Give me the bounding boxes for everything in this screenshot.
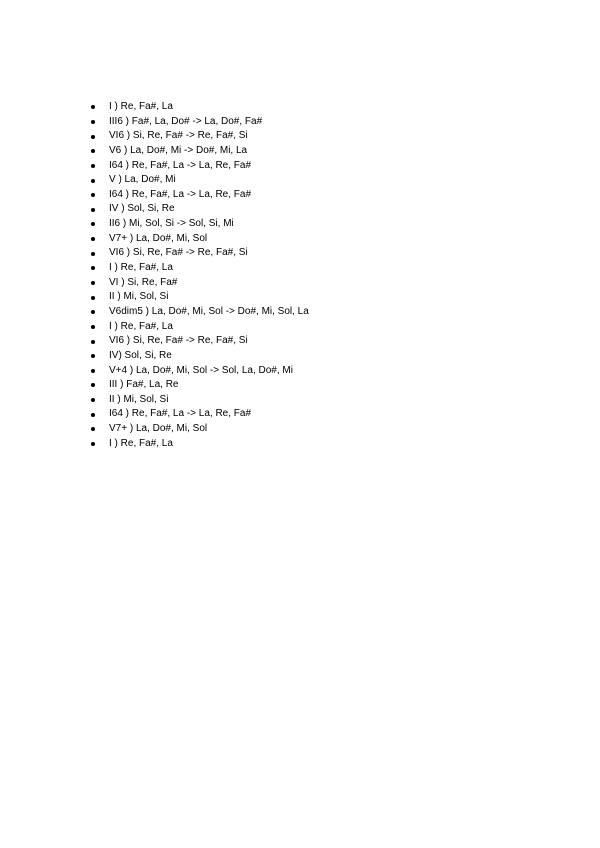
chord-progression-list (91, 100, 309, 451)
chord-text: V6dim5 ) La, Do#, Mi, Sol -> Do#, Mi, Sol, La (109, 305, 309, 317)
bullet-icon (91, 340, 95, 344)
bullet-icon (91, 354, 95, 358)
bullet-icon (91, 281, 95, 285)
chord-text: I ) Re, Fa#, La (109, 101, 173, 112)
list-item (91, 276, 309, 291)
bullet-icon (91, 296, 95, 300)
chord-text: V6 ) La, Do#, Mi -> Do#, Mi, La (109, 144, 248, 156)
chord-text: I ) Re, Fa#, La (109, 437, 173, 449)
chord-text: I ) Re, Fa#, La (109, 262, 173, 274)
chord-text: VI6 ) Si, Re, Fa# -> Re, Fa#, Si (109, 335, 248, 347)
chord-text: V+4 ) La, Do#, Mi, Sol -> Sol, La, Do#, Mi (109, 364, 293, 376)
list-item (91, 364, 309, 379)
list-item (91, 290, 309, 305)
bullet-icon (91, 266, 95, 270)
chord-text: I ) Re, Fa#, La (109, 320, 173, 332)
list-item (91, 305, 309, 320)
chord-text: III6 ) Fa#, La, Do# -> La, Do#, Fa# (109, 115, 263, 127)
chord-text: V7+ ) La, Do#, Mi, Sol (109, 232, 208, 244)
bullet-icon (91, 310, 95, 314)
list-item (91, 378, 309, 393)
chord-text: IV ) Sol, Si, Re (109, 203, 175, 215)
list-item (91, 202, 309, 217)
list-item (91, 393, 309, 408)
chord-text: II6 ) Mi, Sol, Si -> Sol, Si, Mi (109, 218, 234, 230)
bullet-icon (91, 413, 95, 417)
chord-text: I64 ) Re, Fa#, La -> La, Re, Fa# (109, 188, 252, 200)
list-item (91, 246, 309, 261)
list-item (91, 320, 309, 335)
list-item (91, 334, 309, 349)
chord-text: III ) Fa#, La, Re (109, 379, 179, 391)
bullet-icon (91, 383, 95, 387)
chord-text: VI6 ) Si, Re, Fa# -> Re, Fa#, Si (109, 247, 248, 259)
list-item (91, 159, 309, 174)
chord-text: VI6 ) Si, Re, Fa# -> Re, Fa#, Si (109, 130, 248, 142)
bullet-icon (91, 120, 95, 124)
list-item (91, 437, 309, 452)
list-item (91, 232, 309, 247)
bullet-icon (91, 369, 95, 373)
chord-text: IV) Sol, Si, Re (109, 349, 172, 361)
chord-text: II ) Mi, Sol, Si (109, 393, 169, 405)
chord-text: V7+ ) La, Do#, Mi, Sol (109, 423, 208, 435)
bullet-icon (91, 222, 95, 226)
bullet-icon (91, 149, 95, 153)
chord-text: I64 ) Re, Fa#, La -> La, Re, Fa# (109, 159, 252, 171)
bullet-icon (91, 164, 95, 168)
list-item (91, 173, 309, 188)
bullet-icon (91, 135, 95, 139)
bullet-icon (91, 252, 95, 256)
bullet-icon (91, 427, 95, 431)
bullet-icon (91, 398, 95, 402)
bullet-icon (91, 442, 95, 446)
list-item (91, 349, 309, 364)
list-item (91, 188, 309, 203)
bullet-icon (91, 325, 95, 329)
list-item (91, 144, 309, 159)
chord-text: VI ) Si, Re, Fa# (109, 276, 178, 288)
bullet-icon (91, 105, 95, 109)
chord-text: I64 ) Re, Fa#, La -> La, Re, Fa# (109, 408, 252, 420)
list-item (91, 217, 309, 232)
list-item (91, 407, 309, 422)
list-item (91, 115, 309, 130)
list-item (91, 129, 309, 144)
list-item (91, 422, 309, 437)
list-item (91, 261, 309, 276)
chord-text: V ) La, Do#, Mi (109, 174, 176, 186)
chord-text: II ) Mi, Sol, Si (109, 291, 169, 303)
bullet-icon (91, 193, 95, 197)
bullet-icon (91, 237, 95, 241)
list-item (91, 100, 309, 115)
bullet-icon (91, 208, 95, 212)
bullet-icon (91, 179, 95, 183)
